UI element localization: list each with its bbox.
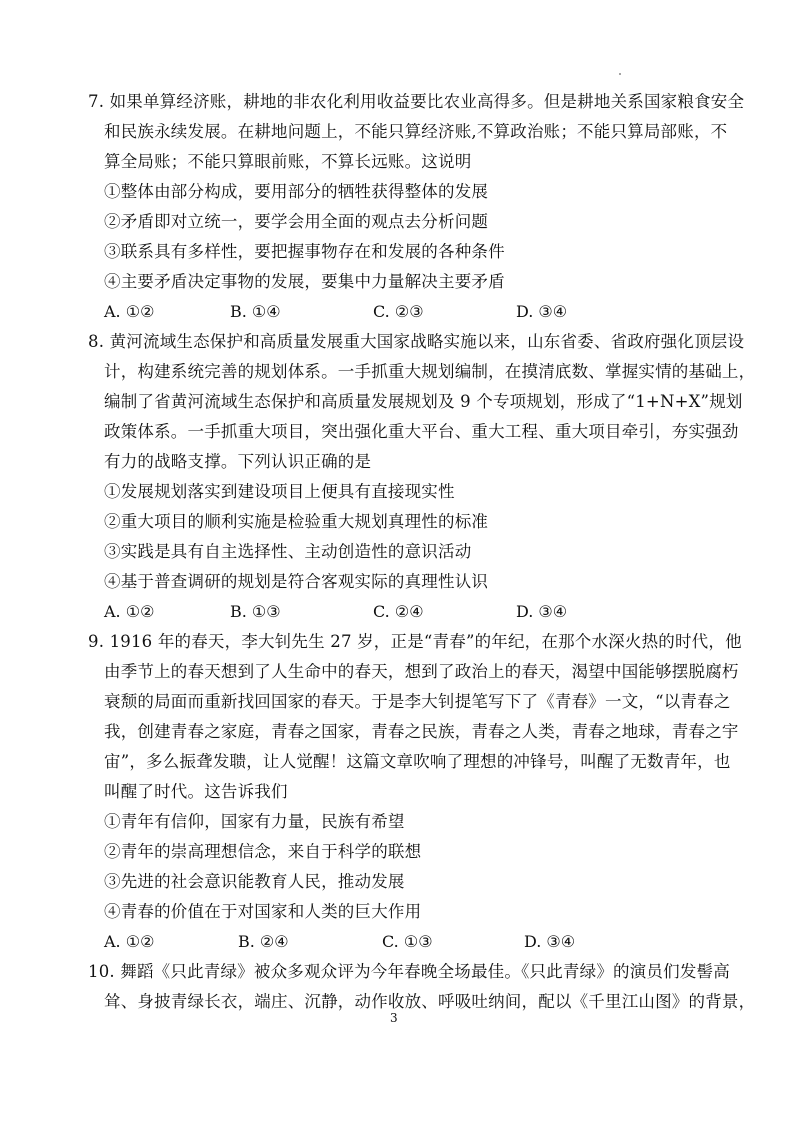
- q8-option-a[interactable]: A. ①②: [104, 602, 155, 621]
- q9-stem-line-1: 9. 1916 年的春天，李大钊先生 27 岁，正是“青春”的年纪，在那个水深火热的时代，他: [88, 632, 742, 651]
- page-number: 3: [390, 1011, 398, 1025]
- q9-option-c[interactable]: C. ①③: [382, 932, 433, 951]
- q8-stem-line-1: 8. 黄河流域生态保护和高质量发展重大国家战略实施以来，山东省委、省政府强化顶层设: [88, 332, 745, 351]
- q7-option-a[interactable]: A. ①②: [104, 302, 155, 321]
- q7-stem-line-2: 和民族永续发展。在耕地问题上，不能只算经济账,不算政治账；不能只算局部账，不: [104, 122, 728, 141]
- q9-option-b[interactable]: B. ②④: [238, 932, 289, 951]
- q9-option-a[interactable]: A. ①②: [104, 932, 155, 951]
- q7-option-c[interactable]: C. ②③: [373, 302, 424, 321]
- q9-stem-line-4: 我，创建青春之家庭，青春之国家，青春之民族，青春之人类，青春之地球，青春之宇: [104, 722, 739, 741]
- q7-statement-4: ④主要矛盾决定事物的发展，要集中力量解决主要矛盾: [104, 272, 505, 291]
- q9-statement-3: ③先进的社会意识能教育人民，推动发展: [104, 872, 405, 891]
- q8-statement-3: ③实践是具有自主选择性、主动创造性的意识活动: [104, 542, 472, 561]
- q9-stem-line-5: 宙”，多么振聋发聩，让人觉醒！这篇文章吹响了理想的冲锋号，叫醒了无数青年，也: [104, 752, 731, 771]
- q8-stem-line-2: 计，构建系统完善的规划体系。一手抓重大规划编制，在摸清底数、掌握实情的基础上，: [104, 362, 756, 381]
- q7-option-b[interactable]: B. ①④: [230, 302, 281, 321]
- q8-stem-line-4: 政策体系。一手抓重大项目，突出强化重大平台、重大工程、重大项目牵引，夯实强劲: [104, 422, 739, 441]
- q7-stem-line-3: 算全局账；不能只算眼前账，不算长远账。这说明: [104, 152, 472, 171]
- corner-mark: [619, 73, 621, 75]
- q10-stem-line-2: 耸、身披青绿长衣，端庄、沉静，动作收放、呼吸吐纳间，配以《千里江山图》的背景，: [104, 992, 756, 1011]
- q8-option-c[interactable]: C. ②④: [373, 602, 424, 621]
- q9-stem-line-3: 衰颓的局面而重新找回国家的春天。于是李大钊提笔写下了《青春》一文，“以青春之: [104, 692, 731, 711]
- q7-statement-1: ①整体由部分构成，要用部分的牺牲获得整体的发展: [104, 182, 489, 201]
- q8-stem-line-5: 有力的战略支撑。下列认识正确的是: [104, 452, 372, 471]
- q7-stem-line-1: 7. 如果单算经济账，耕地的非农化利用收益要比农业高得多。但是耕地关系国家粮食安全: [88, 92, 745, 111]
- q7-statement-2: ②矛盾即对立统一，要学会用全面的观点去分析问题: [104, 212, 489, 231]
- q7-statement-3: ③联系具有多样性，要把握事物存在和发展的各种条件: [104, 242, 505, 261]
- q8-stem-line-3: 编制了省黄河流域生态保护和高质量发展规划及 9 个专项规划，形成了“1+N+X”规划: [104, 392, 743, 411]
- q8-statement-2: ②重大项目的顺利实施是检验重大规划真理性的标准: [104, 512, 489, 531]
- q8-option-b[interactable]: B. ①③: [230, 602, 281, 621]
- q9-statement-4: ④青春的价值在于对国家和人类的巨大作用: [104, 902, 422, 921]
- q7-option-d[interactable]: D. ③④: [516, 302, 568, 321]
- q8-statement-1: ①发展规划落实到建设项目上便具有直接现实性: [104, 482, 455, 501]
- q9-option-d[interactable]: D. ③④: [524, 932, 576, 951]
- q8-option-d[interactable]: D. ③④: [516, 602, 568, 621]
- q9-stem-line-6: 叫醒了时代。这告诉我们: [104, 782, 288, 801]
- q8-statement-4: ④基于普查调研的规划是符合客观实际的真理性认识: [104, 572, 489, 591]
- q9-stem-line-2: 由季节上的春天想到了人生命中的春天，想到了政治上的春天，渴望中国能够摆脱腐朽: [104, 662, 739, 681]
- q10-stem-line-1: 10. 舞蹈《只此青绿》被众多观众评为今年春晚全场最佳。《只此青绿》的演员们发髻高: [88, 962, 730, 981]
- q9-statement-2: ②青年的崇高理想信念，来自于科学的联想: [104, 842, 422, 861]
- q9-statement-1: ①青年有信仰，国家有力量，民族有希望: [104, 812, 405, 831]
